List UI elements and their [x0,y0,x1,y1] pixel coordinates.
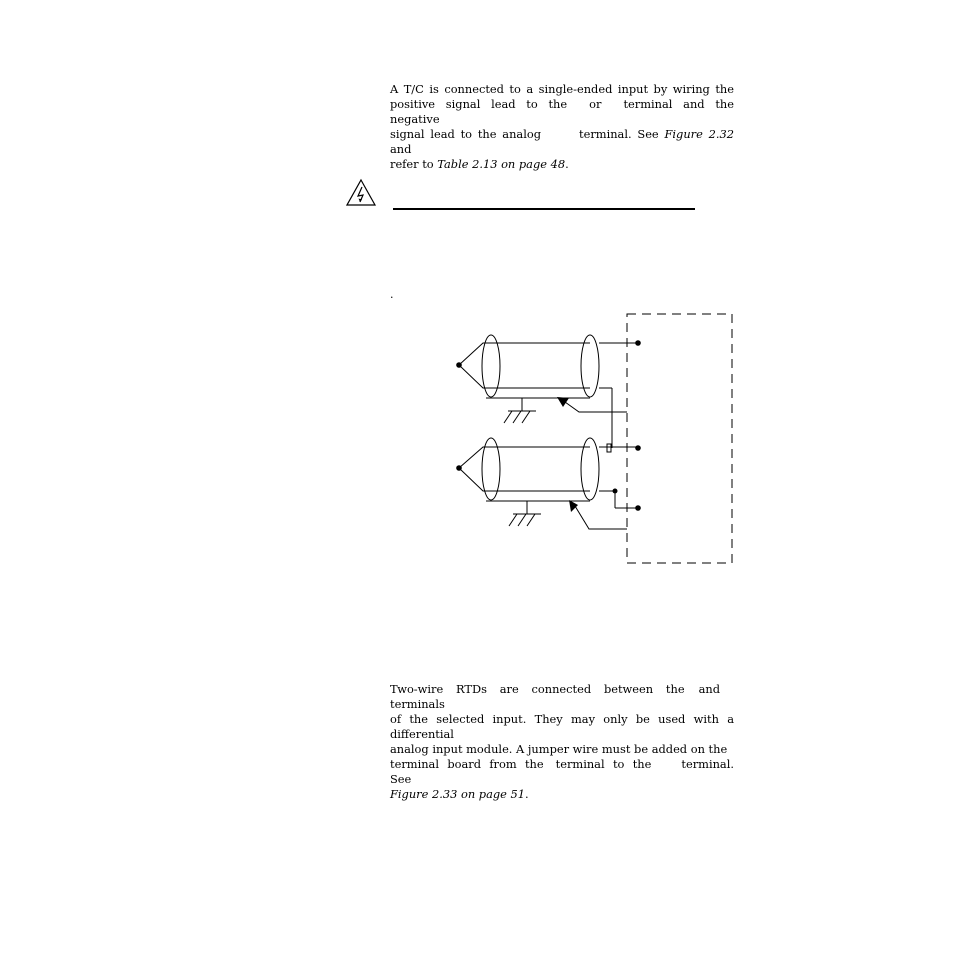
terminal-dot [635,505,641,511]
text-line: refer to Table 2.13 on page 48. [390,157,569,171]
terminal-dot [635,445,641,451]
ground-icon [504,398,536,423]
text-line: Figure 2.33 on page 51. [390,787,529,801]
text-line: terminal board from the terminal to the terminal. See [390,757,734,786]
text-line: A T/C is connected to a single-ended input by wiring the [390,82,734,96]
table-reference[interactable]: Table 2.13 on page 48 [437,157,566,171]
terminal-dot [635,340,641,346]
upper-shielded-cable [459,335,638,448]
figure-reference[interactable]: Figure 2.33 on page 51 [390,787,526,801]
stray-mark: . [390,288,394,301]
ground-icon [509,501,541,526]
text-line: signal lead to the analog terminal. See Figure 2.32 and [390,127,734,156]
text-line: of the selected input. They may only be used with a differential [390,712,734,741]
figure-reference[interactable]: Figure 2.32 [664,127,734,141]
text-line: analog input module. A jumper wire must be added on the [390,742,728,756]
terminal-board-outline [627,314,732,563]
text-line: Two-wire RTDs are connected between the andterminals [390,682,720,711]
rtd-paragraph [390,682,734,802]
text-line: positive signal lead to the or terminal and the negative [390,97,735,126]
